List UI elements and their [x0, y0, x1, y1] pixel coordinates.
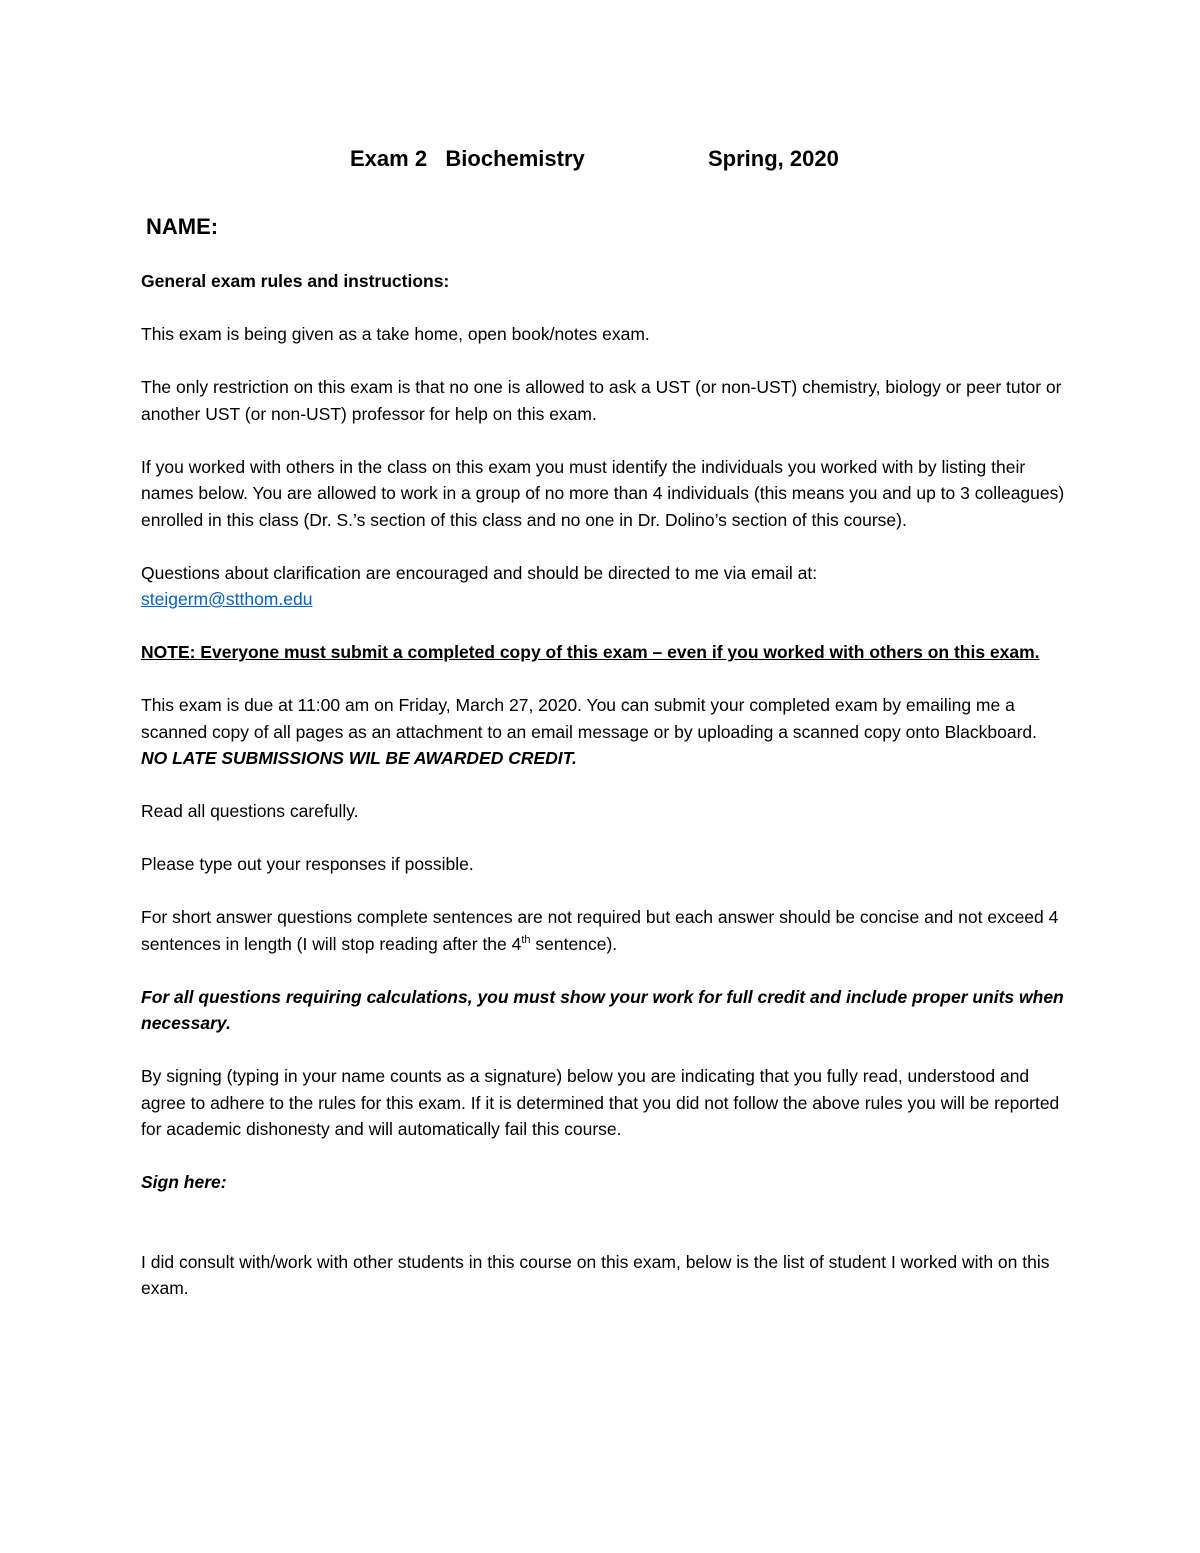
name-label: NAME:: [146, 214, 219, 239]
instructions-body: [141, 268, 1071, 1328]
short-answer-paragraph: [141, 904, 1071, 957]
take-home-paragraph: This exam is being given as a take home, open book/notes exam.: [141, 324, 650, 344]
questions-intro-text: Questions about clarification are encouraged and should be directed to me via email at:: [141, 562, 818, 583]
group-work-paragraph: If you worked with others in the class on this exam you must identify the individuals you worked with by listing their names below. You are allowed to work in a group of no more than 4 individuals (this means you and up to 3 colleagues) enrolled in this class (Dr. S.’s section of this class and no one in Dr. Dolino’s section of this course).: [141, 456, 1065, 530]
calculations-paragraph: For all questions requiring calculations, you must show your work for full credit and include proper units when necessary.: [141, 986, 1064, 1033]
due-text: This exam is due at 11:00 am on Friday, March 27, 2020. You can submit your completed exam by emailing me a scanned copy of all pages as an attachment to an email message or by uploading a scanned copy onto Blackboard.: [141, 695, 1037, 742]
exam-title-course: Exam 2 Biochemistry: [350, 146, 585, 171]
no-late-warning: NO LATE SUBMISSIONS WIL BE AWARDED CREDIT.: [141, 748, 577, 768]
exam-title: [0, 146, 1200, 176]
questions-paragraph: [141, 560, 1071, 613]
rules-heading: General exam rules and instructions:: [141, 271, 450, 291]
due-paragraph: [141, 692, 1071, 772]
ordinal-superscript: th: [521, 933, 531, 946]
signing-paragraph: By signing (typing in your name counts as a signature) below you are indicating that you fully read, understood and agree to adhere to the rules for this exam. If it is determined that you did not follow the above rules you will be reported for academic dishonesty and will automatically fail this course.: [141, 1066, 1060, 1139]
type-responses-paragraph: Please type out your responses if possible.: [141, 854, 474, 874]
restriction-paragraph: The only restriction on this exam is that no one is allowed to ask a UST (or non-UST) chemistry, biology or peer tutor or another UST (or non-UST) professor for help on this exam.: [141, 377, 1062, 424]
short-answer-text: For short answer questions complete sentences are not required but each answer should be concise and not exceed 4 sentences in length (I will stop reading after the 4: [141, 907, 1059, 954]
consult-paragraph: I did consult with/work with other students in this course on this exam, below is the list of student I worked with on this exam.: [141, 1251, 1050, 1298]
read-carefully-paragraph: Read all questions carefully.: [141, 801, 359, 821]
sign-here-label: Sign here:: [141, 1172, 227, 1192]
note-paragraph: NOTE: Everyone must submit a completed copy of this exam – even if you worked with others on this exam.: [141, 642, 1040, 662]
instructor-email-link[interactable]: steigerm@stthom.edu: [141, 589, 313, 609]
signature-space[interactable]: [141, 1222, 1071, 1249]
exam-title-term: Spring, 2020: [708, 146, 839, 171]
short-answer-end: sentence).: [530, 933, 618, 954]
